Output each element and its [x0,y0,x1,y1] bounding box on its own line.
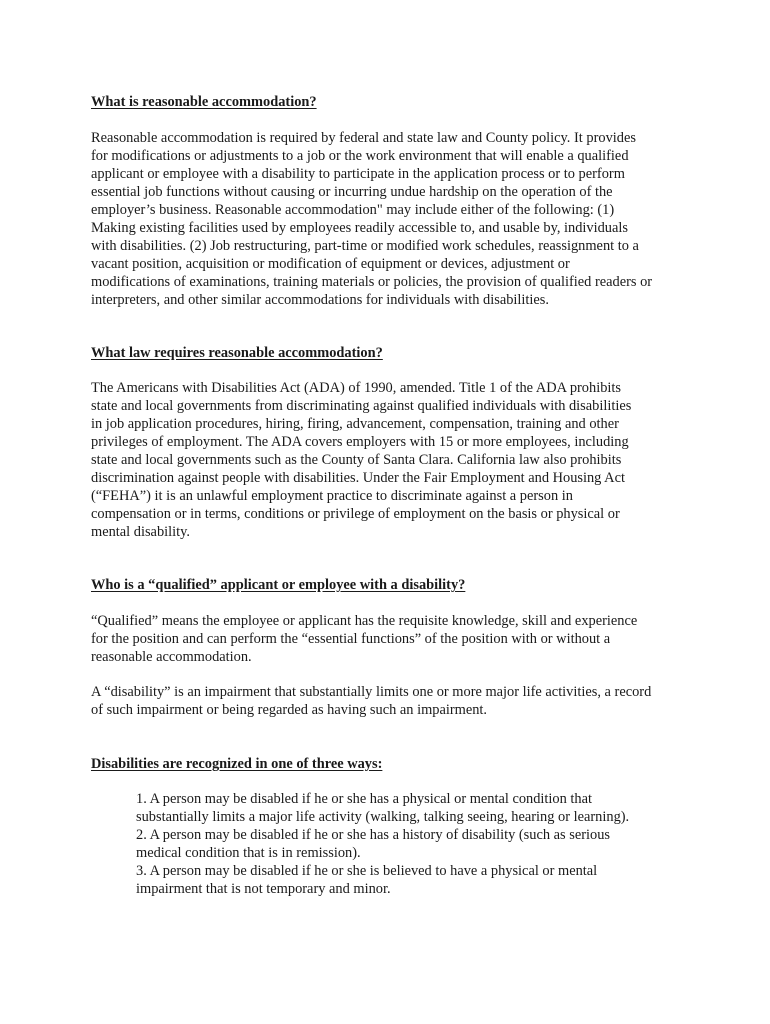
heading-disabilities-recognized: Disabilities are recognized in one of three ways: [91,756,383,772]
heading-qualified-applicant: Who is a “qualified” applicant or employee with a disability? [91,577,466,593]
heading-law-requires: What law requires reasonable accommodation? [91,345,383,361]
list-item: 3. A person may be disabled if he or she is believed to have a physical or mental impairment that is not temporary and minor. [136,863,598,897]
paragraph-ada-law: The Americans with Disabilities Act (ADA) of 1990, amended. Title 1 of the ADA prohibits state and local governments from discriminating against qualified individuals with disabilities in job application procedures, hiring, firing, advancement, compensation, training and other privileges of employment. The ADA covers employers with 15 or more employees, including state and local governments such as the County of Santa Clara. California law also prohibits discrimination against people with disabilities. Under the Fair Employment and Housing Act (“FEHA”) it is an unlawful employment practice to discriminate against a person in compensation or in terms, conditions or privilege of employment on the basis or physical or mental disability. [91,380,632,540]
heading-reasonable-accommodation: What is reasonable accommodation? [91,94,317,110]
paragraph-qualified-definition: “Qualified” means the employee or applicant has the requisite knowledge, skill and experience for the position and can perform the “essential functions” of the position with or without a reasonable accommodation. [91,613,638,665]
list-item: 1. A person may be disabled if he or she has a physical or mental condition that substantially limits a major life activity (walking, talking seeing, hearing or learning). [136,791,630,825]
list-item: 2. A person may be disabled if he or she has a history of disability (such as serious medical condition that is in remission). [136,827,611,861]
paragraph-reasonable-accommodation: Reasonable accommodation is required by federal and state law and County policy. It provides for modifications or adjustments to a job or the work environment that will enable a qualified applicant or employee with a disability to participate in the application process or to perform essential job functions without causing or incurring undue hardship on the operation of the employer’s business. Reasonable accommodation" may include either of the following: (1) Making existing facilities used by employees readily accessible to, and usable by, individuals with disabilities. (2) Job restructuring, part-time or modified work schedules, reassignment to a vacant position, acquisition or modification of equipment or devices, adjustment or modifications of examinations, training materials or policies, the provision of qualified readers or interpreters, and other similar accommodations for individuals with disabilities. [91,130,653,308]
disability-ways-list [136,790,696,898]
paragraph-disability-definition: A “disability” is an impairment that substantially limits one or more major life activities, a record of such impairment or being regarded as having such an impairment. [91,684,652,718]
